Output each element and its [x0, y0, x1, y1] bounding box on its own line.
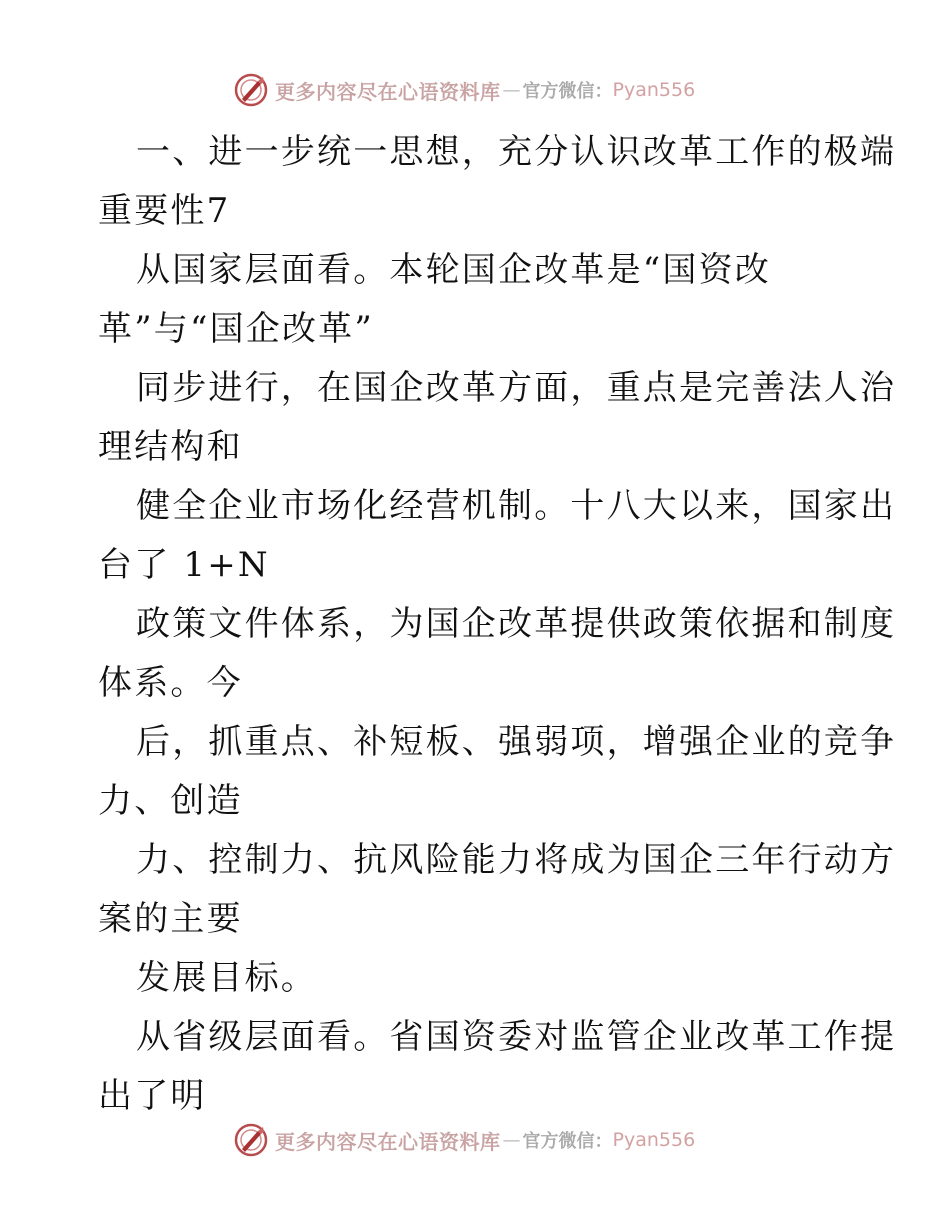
paragraph-line: 后，抓重点、补短板、强弱项，增强企业的竞争	[136, 722, 897, 762]
watermark-wechat-label: 官方微信：	[522, 1131, 613, 1152]
header-watermark	[233, 70, 695, 110]
watermark-separator: —	[502, 79, 521, 101]
watermark-wechat-label: 官方微信：	[522, 81, 613, 102]
paragraph-line: 发展目标。	[136, 958, 317, 998]
footer-watermark	[233, 1120, 695, 1160]
paragraph-line: 体系。今	[98, 663, 243, 703]
watermark-text: 更多内容尽在心语资料库	[275, 79, 501, 104]
paragraph-line: 案的主要	[98, 899, 243, 939]
watermark-separator: —	[502, 1129, 521, 1151]
logo-icon	[233, 1122, 269, 1158]
paragraph-line: 出了明	[98, 1076, 207, 1116]
watermark-wechat-id: Pyan556	[612, 79, 696, 101]
paragraph-line: 重要性7	[98, 191, 231, 231]
paragraph-line: 从国家层面看。本轮国企改革是“国资改	[136, 250, 771, 290]
watermark-wechat-id: Pyan556	[612, 1129, 696, 1151]
paragraph-line: 政策文件体系，为国企改革提供政策依据和制度	[136, 604, 897, 644]
paragraph-line: 同步进行，在国企改革方面，重点是完善法人治	[136, 368, 897, 408]
paragraph-line: 一、进一步统一思想，充分认识改革工作的极端	[136, 132, 897, 172]
logo-icon	[233, 72, 269, 108]
paragraph-line: 从省级层面看。省国资委对监管企业改革工作提	[136, 1017, 897, 1057]
document-body	[98, 123, 897, 1126]
paragraph-line: 台了 1+N	[98, 545, 270, 585]
paragraph-line: 力、创造	[98, 781, 243, 821]
paragraph-line: 健全企业市场化经营机制。十八大以来，国家出	[136, 486, 897, 526]
paragraph-line: 力、控制力、抗风险能力将成为国企三年行动方	[136, 840, 897, 880]
watermark-text: 更多内容尽在心语资料库	[275, 1129, 501, 1154]
paragraph-line: 理结构和	[98, 427, 243, 467]
paragraph-line: 革”与“国企改革”	[98, 309, 374, 349]
